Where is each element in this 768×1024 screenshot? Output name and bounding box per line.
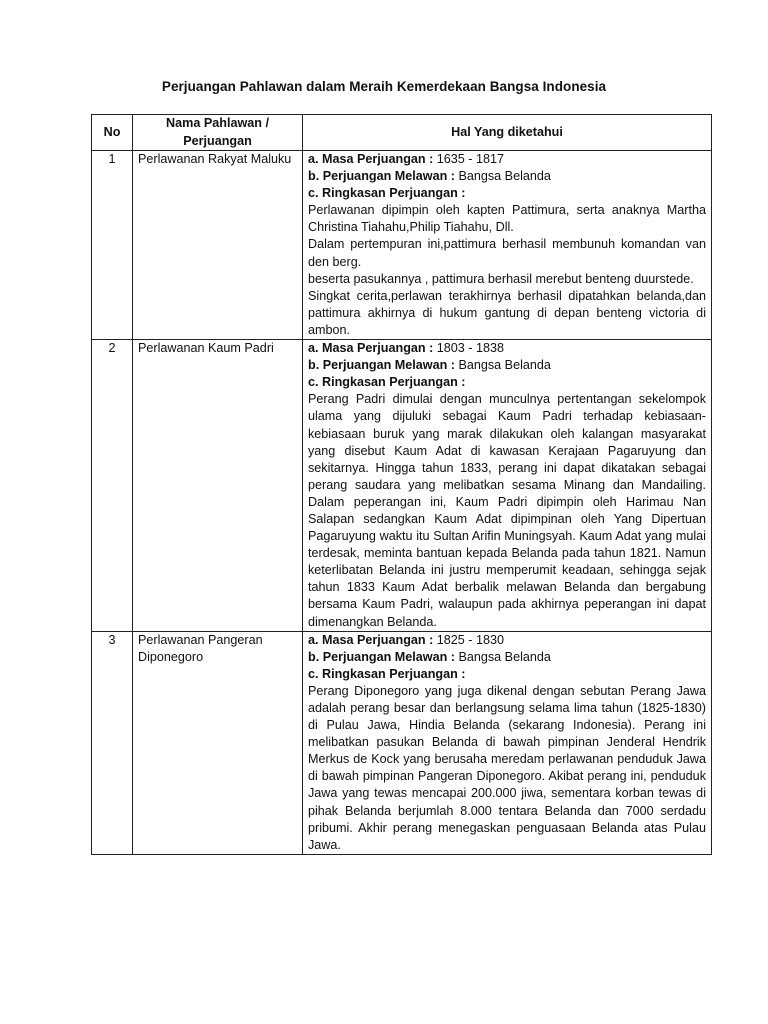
opponent-label: b. Perjuangan Melawan : <box>308 169 455 184</box>
opponent-value: Bangsa Belanda <box>458 358 551 373</box>
table-header-row <box>92 115 712 151</box>
summary-paragraph: Perang Diponegoro yang juga dikenal dengan sebutan Perang Jawa adalah perang besar dan berlangsung selama lima tahun (1825-1830) di Pulau Jawa, Hindia Belanda (sekarang Indonesia). Perang ini melibatkan pasukan Belanda di bawah pimpinan Jenderal Hendrik Merkus de Kock yang berusaha meredam perlawanan penduduk Jawa di bawah pimpinan Pangeran Diponegoro. Akibat perang ini, penduduk Jawa yang tewas mencapai 200.000 jiwa, sementara korban tewas di pihak Belanda berjumlah 8.000 tentara Belanda dan 7000 serdadu pribumi. Akhir perang menegaskan penguasaan Belanda atas Pulau Jawa. <box>308 683 706 852</box>
header-info: Hal Yang diketahui <box>303 115 712 151</box>
row-name: Perlawanan Kaum Padri <box>133 340 303 632</box>
header-name: Nama Pahlawan / Perjuangan <box>133 115 303 151</box>
row-name: Perlawanan Rakyat Maluku <box>133 151 303 340</box>
period-value: 1803 - 1838 <box>436 341 505 356</box>
row-number: 3 <box>92 631 133 854</box>
opponent-value: Bangsa Belanda <box>458 169 551 184</box>
table-row <box>92 340 712 632</box>
period-line <box>308 151 706 168</box>
summary-paragraph: Singkat cerita,perlawan terakhirnya berhasil dipatahkan belanda,dan pattimura akhirnya di hukum gantung di depan benteng victoria di ambon. <box>308 288 706 337</box>
row-info <box>303 340 712 632</box>
row-number: 2 <box>92 340 133 632</box>
summary-paragraph: Perang Padri dimulai dengan munculnya pertentangan sekelompok ulama yang dijuluki sebagai Kaum Padri terhadap kebiasaan-kebiasaan buruk yang marak dilakukan oleh kalangan masyarakat yang disebut Kaum Adat di kawasan Kerajaan Pagaruyung dan sekitarnya. Hingga tahun 1833, perang ini dapat dikatakan sebagai perang saudara yang melibatkan sesama Minang dan Mandailing. Dalam peperangan ini, Kaum Padri dipimpin oleh Harimau Nan Salapan sedangkan Kaum Adat dipimpinan oleh Yang Dipertuan Pagaruyung waktu itu Sultan Arifin Muningsyah. Kaum Adat yang mulai terdesak, meminta bantuan kepada Belanda pada tahun 1821. Namun keterlibatan Belanda ini justru memperumit keadaan, sehingga sejak tahun 1833 Kaum Adat berbalik melawan Belanda dan bergabung bersama Kaum Padri, walaupun pada akhirnya peperangan ini dapat dimenangkan Belanda. <box>308 392 706 629</box>
summary-paragraph: beserta pasukannya , pattimura berhasil merebut benteng duurstede. <box>308 271 694 286</box>
opponent-line <box>308 649 706 666</box>
opponent-label: b. Perjuangan Melawan : <box>308 649 455 664</box>
row-info <box>303 631 712 854</box>
opponent-line <box>308 168 706 185</box>
row-info <box>303 151 712 340</box>
summary-label: c. Ringkasan Perjuangan : <box>308 186 466 201</box>
opponent-line <box>308 357 706 374</box>
period-value: 1635 - 1817 <box>436 152 505 166</box>
period-label: a. Masa Perjuangan : <box>308 632 434 647</box>
row-number: 1 <box>92 151 133 340</box>
period-label: a. Masa Perjuangan : <box>308 341 434 356</box>
period-line <box>308 632 706 649</box>
page-title: Perjuangan Pahlawan dalam Meraih Kemerdekaan Bangsa Indonesia <box>161 79 607 94</box>
opponent-value: Bangsa Belanda <box>458 649 551 664</box>
summary-label: c. Ringkasan Perjuangan : <box>308 375 466 390</box>
summary-paragraph: Perlawanan dipimpin oleh kapten Pattimura, serta anaknya Martha Christina Tiahahu,Philip Tiahahu, Dll. <box>308 203 706 235</box>
period-value: 1825 - 1830 <box>436 632 505 647</box>
table-row <box>92 631 712 854</box>
header-no: No <box>92 115 133 151</box>
opponent-label: b. Perjuangan Melawan : <box>308 358 455 373</box>
summary-label: c. Ringkasan Perjuangan : <box>308 666 466 681</box>
period-line <box>308 340 706 357</box>
table-row <box>92 151 712 340</box>
heroes-table <box>91 114 712 855</box>
summary-paragraph: Dalam pertempuran ini,pattimura berhasil membunuh komandan van den berg. <box>308 237 706 269</box>
row-name: Perlawanan Pangeran Diponegoro <box>133 631 303 854</box>
period-label: a. Masa Perjuangan : <box>308 152 434 166</box>
